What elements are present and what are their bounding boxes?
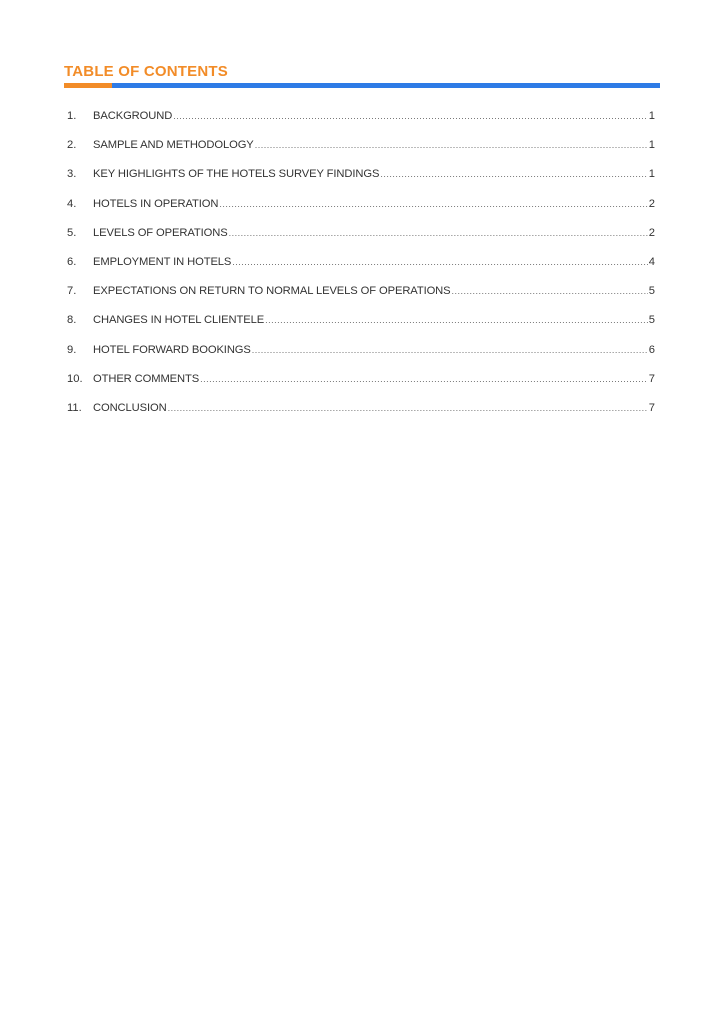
toc-entry-number: 2. — [67, 139, 77, 152]
toc-entry-title[interactable]: KEY HIGHLIGHTS OF THE HOTELS SURVEY FINDINGS — [93, 168, 380, 181]
toc-heading: TABLE OF CONTENTS — [64, 63, 228, 80]
toc-entry-title[interactable]: EXPECTATIONS ON RETURN TO NORMAL LEVELS OF OPERATIONS — [93, 285, 451, 298]
toc-entry-other-comments[interactable] — [67, 373, 655, 402]
toc-entry-title[interactable]: EMPLOYMENT IN HOTELS — [93, 255, 232, 268]
toc-entry-title[interactable]: OTHER COMMENTS — [93, 372, 200, 385]
toc-entry-page: 2 — [648, 226, 655, 239]
toc-entry-number: 9. — [67, 343, 77, 356]
toc-entry-clientele[interactable] — [67, 314, 655, 343]
toc-entry-page: 1 — [648, 139, 655, 152]
toc-entry-title[interactable]: HOTEL FORWARD BOOKINGS — [93, 343, 251, 356]
toc-entry-conclusion[interactable] — [67, 402, 655, 431]
toc-entry-number: 3. — [67, 168, 77, 181]
toc-entry-page: 5 — [648, 285, 655, 298]
toc-entry-page: 5 — [648, 314, 655, 327]
toc-entry-hotels-in-operation[interactable] — [67, 198, 655, 227]
toc-dot-leader — [173, 111, 648, 121]
toc-entry-page: 7 — [648, 401, 655, 414]
toc-entry-title[interactable]: BACKGROUND — [93, 110, 173, 122]
toc-entry-page: 7 — [648, 372, 655, 385]
toc-dot-leader — [229, 228, 648, 238]
toc-entry-background[interactable] — [67, 110, 655, 139]
toc-entry-title[interactable]: SAMPLE AND METHODOLOGY — [93, 139, 254, 152]
toc-entry-title[interactable]: CONCLUSION — [93, 401, 167, 414]
toc-dot-leader — [219, 199, 647, 209]
toc-entry-number: 8. — [67, 314, 77, 327]
toc-entry-title[interactable]: HOTELS IN OPERATION — [93, 197, 219, 210]
toc-entry-page: 4 — [648, 255, 655, 268]
toc-dot-leader — [265, 315, 648, 325]
toc-entry-number: 6. — [67, 255, 77, 268]
toc-entry-page: 1 — [648, 168, 655, 181]
toc-dot-leader — [232, 257, 647, 267]
toc-entry-page: 2 — [648, 197, 655, 210]
toc-entry-number: 7. — [67, 285, 77, 298]
toc-dot-leader — [200, 374, 648, 384]
toc-entry-number: 10. — [67, 372, 83, 385]
toc-entry-expectations[interactable] — [67, 285, 655, 314]
toc-entry-number: 4. — [67, 197, 77, 210]
toc-entry-forward-bookings[interactable] — [67, 344, 655, 373]
toc-entry-levels-of-operations[interactable] — [67, 227, 655, 256]
toc-entry-title[interactable]: LEVELS OF OPERATIONS — [93, 226, 228, 239]
toc-entry-number: 11. — [67, 401, 82, 414]
toc-entry-number: 1. — [67, 110, 77, 122]
toc-entry-key-highlights[interactable] — [67, 168, 655, 197]
toc-entry-employment[interactable] — [67, 256, 655, 285]
toc-dot-leader — [252, 345, 648, 355]
toc-dot-leader — [452, 286, 648, 296]
underline-orange-segment — [64, 83, 112, 88]
underline-blue-segment — [112, 83, 660, 88]
toc-list — [67, 110, 655, 431]
toc-dot-leader — [168, 403, 648, 413]
toc-entry-title[interactable]: CHANGES IN HOTEL CLIENTELE — [93, 314, 265, 327]
toc-entry-number: 5. — [67, 226, 77, 239]
heading-underline — [64, 83, 660, 88]
toc-dot-leader — [255, 140, 648, 150]
toc-entry-page: 6 — [648, 343, 655, 356]
toc-entry-page: 1 — [648, 110, 655, 122]
toc-dot-leader — [380, 169, 647, 179]
toc-entry-sample-methodology[interactable] — [67, 139, 655, 168]
